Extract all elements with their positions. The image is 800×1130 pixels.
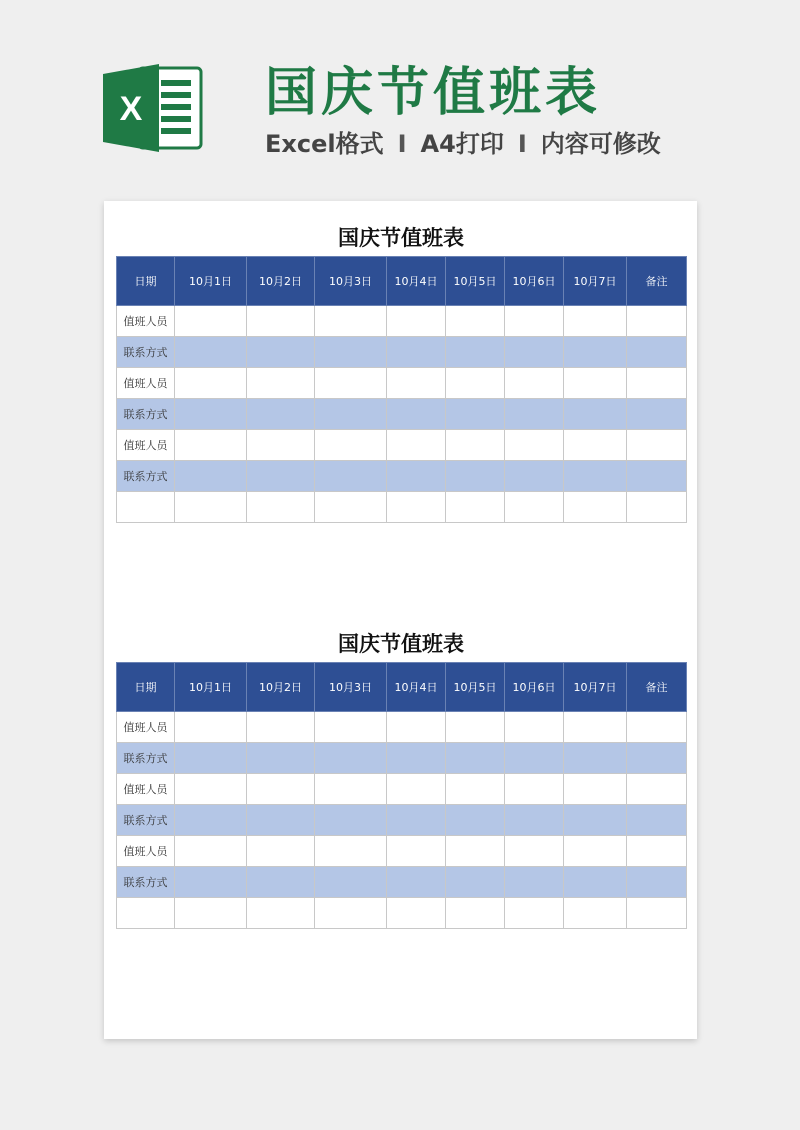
table-cell[interactable] bbox=[247, 368, 315, 399]
table-cell[interactable] bbox=[564, 867, 627, 898]
table-cell[interactable] bbox=[247, 805, 315, 836]
column-header-date: 日期 bbox=[117, 257, 175, 306]
table-cell[interactable] bbox=[387, 712, 446, 743]
table-row bbox=[117, 836, 687, 867]
table-cell[interactable] bbox=[627, 492, 687, 523]
table-cell[interactable] bbox=[315, 368, 387, 399]
duty-sheet bbox=[116, 220, 686, 523]
table-cell[interactable] bbox=[387, 492, 446, 523]
table-cell[interactable] bbox=[446, 399, 505, 430]
table-row bbox=[117, 368, 687, 399]
subtitle-separator: I bbox=[397, 130, 407, 158]
table-cell[interactable] bbox=[175, 368, 247, 399]
table-cell[interactable] bbox=[446, 774, 505, 805]
table-cell[interactable] bbox=[505, 836, 564, 867]
table-cell[interactable] bbox=[315, 836, 387, 867]
table-cell[interactable] bbox=[247, 306, 315, 337]
column-header-notes: 备注 bbox=[627, 663, 687, 712]
table-row bbox=[117, 774, 687, 805]
table-cell[interactable] bbox=[247, 337, 315, 368]
table-cell[interactable] bbox=[247, 898, 315, 929]
subtitle-format: Excel格式 bbox=[265, 130, 384, 158]
table-cell[interactable] bbox=[564, 836, 627, 867]
table-cell[interactable] bbox=[315, 399, 387, 430]
table-cell[interactable] bbox=[247, 712, 315, 743]
table-cell[interactable] bbox=[315, 805, 387, 836]
column-header-day: 10月3日 bbox=[315, 257, 387, 306]
column-header-day: 10月7日 bbox=[564, 663, 627, 712]
table-cell[interactable] bbox=[315, 337, 387, 368]
table-cell[interactable] bbox=[564, 461, 627, 492]
table-cell[interactable] bbox=[505, 306, 564, 337]
duty-table bbox=[116, 662, 687, 929]
table-cell[interactable] bbox=[387, 368, 446, 399]
table-cell[interactable] bbox=[175, 898, 247, 929]
table-cell[interactable] bbox=[247, 743, 315, 774]
table-cell[interactable] bbox=[564, 306, 627, 337]
row-label bbox=[117, 492, 175, 523]
sheet-title: 国庆节值班表 bbox=[338, 226, 464, 250]
table-cell[interactable] bbox=[387, 461, 446, 492]
table-row bbox=[117, 743, 687, 774]
subtitle-print: A4打印 bbox=[420, 130, 504, 158]
column-header-day: 10月2日 bbox=[247, 257, 315, 306]
table-cell[interactable] bbox=[627, 461, 687, 492]
table-row bbox=[117, 399, 687, 430]
table-cell[interactable] bbox=[175, 306, 247, 337]
page-subtitle bbox=[265, 124, 661, 159]
table-row bbox=[117, 492, 687, 523]
table-cell[interactable] bbox=[446, 743, 505, 774]
table-cell[interactable] bbox=[247, 461, 315, 492]
table-cell[interactable] bbox=[175, 337, 247, 368]
table-cell[interactable] bbox=[315, 774, 387, 805]
duty-table bbox=[116, 256, 687, 523]
table-cell[interactable] bbox=[505, 712, 564, 743]
table-cell[interactable] bbox=[315, 743, 387, 774]
table-cell[interactable] bbox=[387, 337, 446, 368]
column-header-day: 10月6日 bbox=[505, 257, 564, 306]
table-cell[interactable] bbox=[446, 712, 505, 743]
table-cell[interactable] bbox=[175, 867, 247, 898]
table-cell[interactable] bbox=[505, 399, 564, 430]
table-header-row bbox=[117, 663, 687, 712]
table-cell[interactable] bbox=[315, 461, 387, 492]
column-header-day: 10月3日 bbox=[315, 663, 387, 712]
document-page bbox=[104, 201, 697, 1039]
table-cell[interactable] bbox=[505, 492, 564, 523]
logo-letter: X bbox=[119, 90, 143, 128]
table-cell[interactable] bbox=[446, 337, 505, 368]
table-cell[interactable] bbox=[175, 399, 247, 430]
row-label: 联系方式 bbox=[117, 399, 175, 430]
table-cell[interactable] bbox=[564, 399, 627, 430]
table-row bbox=[117, 461, 687, 492]
row-label: 值班人员 bbox=[117, 774, 175, 805]
table-cell[interactable] bbox=[505, 805, 564, 836]
table-cell[interactable] bbox=[505, 430, 564, 461]
table-cell[interactable] bbox=[446, 898, 505, 929]
table-cell[interactable] bbox=[627, 805, 687, 836]
column-header-day: 10月4日 bbox=[387, 257, 446, 306]
row-label: 值班人员 bbox=[117, 836, 175, 867]
table-header-row bbox=[117, 257, 687, 306]
table-cell[interactable] bbox=[627, 898, 687, 929]
column-header-day: 10月2日 bbox=[247, 663, 315, 712]
table-cell[interactable] bbox=[564, 492, 627, 523]
table-cell[interactable] bbox=[446, 492, 505, 523]
table-cell[interactable] bbox=[446, 805, 505, 836]
table-cell[interactable] bbox=[175, 836, 247, 867]
excel-icon bbox=[103, 62, 203, 154]
column-header-day: 10月6日 bbox=[505, 663, 564, 712]
table-cell[interactable] bbox=[627, 774, 687, 805]
table-row bbox=[117, 337, 687, 368]
sheet-title: 国庆节值班表 bbox=[338, 632, 464, 656]
table-cell[interactable] bbox=[387, 805, 446, 836]
table-cell[interactable] bbox=[505, 867, 564, 898]
table-cell[interactable] bbox=[505, 743, 564, 774]
table-row bbox=[117, 712, 687, 743]
table-cell[interactable] bbox=[627, 337, 687, 368]
row-label: 联系方式 bbox=[117, 743, 175, 774]
table-cell[interactable] bbox=[564, 712, 627, 743]
table-cell[interactable] bbox=[387, 743, 446, 774]
column-header-day: 10月7日 bbox=[564, 257, 627, 306]
table-cell[interactable] bbox=[175, 712, 247, 743]
table-row bbox=[117, 805, 687, 836]
table-cell[interactable] bbox=[315, 712, 387, 743]
table-cell[interactable] bbox=[505, 461, 564, 492]
table-cell[interactable] bbox=[175, 430, 247, 461]
table-row bbox=[117, 898, 687, 929]
table-cell[interactable] bbox=[247, 430, 315, 461]
table-cell[interactable] bbox=[627, 743, 687, 774]
table-cell[interactable] bbox=[247, 836, 315, 867]
table-cell[interactable] bbox=[446, 430, 505, 461]
table-cell[interactable] bbox=[564, 368, 627, 399]
table-cell[interactable] bbox=[627, 712, 687, 743]
table-cell[interactable] bbox=[175, 492, 247, 523]
column-header-day: 10月1日 bbox=[175, 663, 247, 712]
table-cell[interactable] bbox=[387, 898, 446, 929]
column-header-date: 日期 bbox=[117, 663, 175, 712]
column-header-day: 10月4日 bbox=[387, 663, 446, 712]
table-cell[interactable] bbox=[564, 337, 627, 368]
table-cell[interactable] bbox=[247, 492, 315, 523]
table-cell[interactable] bbox=[315, 306, 387, 337]
column-header-day: 10月1日 bbox=[175, 257, 247, 306]
subtitle-separator: I bbox=[517, 130, 527, 158]
table-cell[interactable] bbox=[175, 774, 247, 805]
column-header-day: 10月5日 bbox=[446, 257, 505, 306]
table-cell[interactable] bbox=[247, 867, 315, 898]
row-label: 值班人员 bbox=[117, 712, 175, 743]
row-label: 值班人员 bbox=[117, 368, 175, 399]
table-cell[interactable] bbox=[315, 898, 387, 929]
duty-sheet bbox=[116, 626, 686, 929]
table-cell[interactable] bbox=[387, 306, 446, 337]
table-row bbox=[117, 306, 687, 337]
table-cell[interactable] bbox=[627, 867, 687, 898]
table-cell[interactable] bbox=[627, 306, 687, 337]
table-cell[interactable] bbox=[175, 805, 247, 836]
row-label: 联系方式 bbox=[117, 867, 175, 898]
row-label: 联系方式 bbox=[117, 337, 175, 368]
table-cell[interactable] bbox=[387, 867, 446, 898]
row-label: 联系方式 bbox=[117, 461, 175, 492]
table-cell[interactable] bbox=[505, 337, 564, 368]
table-cell[interactable] bbox=[446, 836, 505, 867]
subtitle-editable: 内容可修改 bbox=[540, 130, 661, 158]
table-cell[interactable] bbox=[505, 898, 564, 929]
table-cell[interactable] bbox=[315, 430, 387, 461]
page-header bbox=[0, 0, 800, 200]
table-cell[interactable] bbox=[564, 898, 627, 929]
table-cell[interactable] bbox=[175, 461, 247, 492]
table-cell[interactable] bbox=[247, 774, 315, 805]
row-label: 值班人员 bbox=[117, 430, 175, 461]
table-cell[interactable] bbox=[627, 399, 687, 430]
table-cell[interactable] bbox=[315, 867, 387, 898]
table-cell[interactable] bbox=[446, 306, 505, 337]
table-cell[interactable] bbox=[387, 774, 446, 805]
row-label: 值班人员 bbox=[117, 306, 175, 337]
table-row bbox=[117, 867, 687, 898]
table-cell[interactable] bbox=[505, 368, 564, 399]
row-label bbox=[117, 898, 175, 929]
column-header-day: 10月5日 bbox=[446, 663, 505, 712]
table-cell[interactable] bbox=[564, 430, 627, 461]
table-row bbox=[117, 430, 687, 461]
table-cell[interactable] bbox=[446, 867, 505, 898]
column-header-notes: 备注 bbox=[627, 257, 687, 306]
table-cell[interactable] bbox=[387, 836, 446, 867]
table-cell[interactable] bbox=[627, 836, 687, 867]
table-cell[interactable] bbox=[564, 774, 627, 805]
table-cell[interactable] bbox=[446, 461, 505, 492]
table-cell[interactable] bbox=[627, 430, 687, 461]
row-label: 联系方式 bbox=[117, 805, 175, 836]
table-cell[interactable] bbox=[247, 399, 315, 430]
table-cell[interactable] bbox=[387, 430, 446, 461]
table-cell[interactable] bbox=[387, 399, 446, 430]
table-cell[interactable] bbox=[315, 492, 387, 523]
table-cell[interactable] bbox=[627, 368, 687, 399]
table-cell[interactable] bbox=[446, 368, 505, 399]
table-cell[interactable] bbox=[175, 743, 247, 774]
page-title: 国庆节值班表 bbox=[265, 63, 602, 123]
table-cell[interactable] bbox=[564, 743, 627, 774]
table-cell[interactable] bbox=[564, 805, 627, 836]
table-cell[interactable] bbox=[505, 774, 564, 805]
